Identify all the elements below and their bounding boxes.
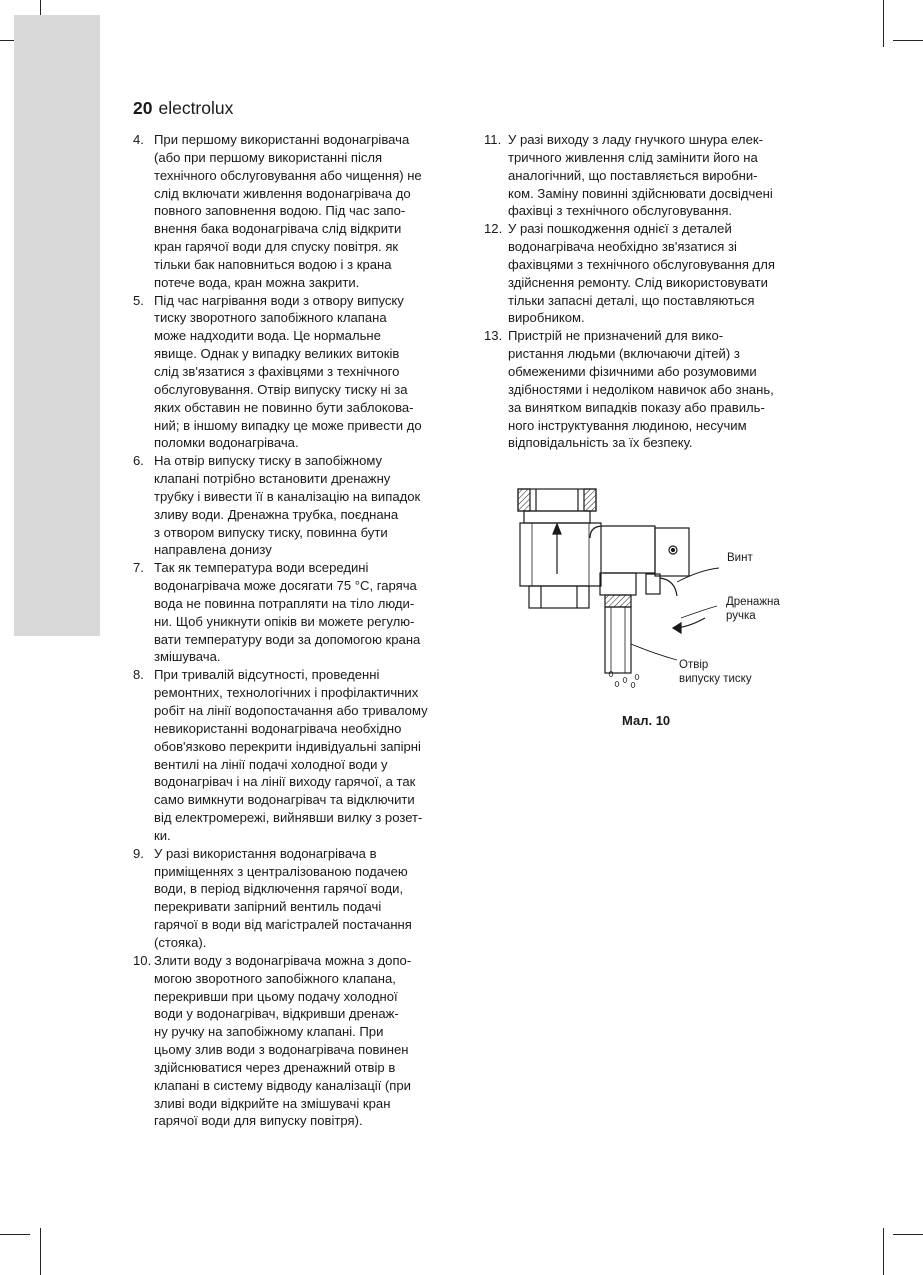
right-column (484, 131, 814, 452)
screw-center (672, 549, 675, 552)
text-line: клапані в систему відводу каналізації (при (154, 1077, 411, 1093)
text-line: могою зворотного запобіжного клапана, (154, 970, 396, 986)
rotation-arrow-head (673, 623, 681, 633)
text-line: гарячої в води від магістралей постачання (154, 917, 412, 933)
text-line: (стояка). (154, 934, 207, 950)
text-line: ний; в іншому випадку це може привести до (154, 417, 422, 433)
text-line: ремонтних, технологічних і профілактичних (154, 685, 419, 701)
text-line: робіт на лінії водопостачання або тривалому (154, 703, 428, 718)
text-line: фахівці з технічного обслуговування. (508, 203, 733, 219)
text-line: від електромережі, вийнявши вилку з розет- (154, 810, 423, 826)
water-drop (623, 678, 627, 683)
text-line: У разі пошкодження однієї з деталей (508, 221, 732, 237)
text-line: змішувача. (154, 649, 221, 665)
text-line: водонагрівача необхідно зв'язатися зі (508, 239, 737, 255)
text-line: потече вода, кран можна закрити. (154, 274, 360, 290)
text-line: здібностями і недоліком навичок або знань, (508, 381, 774, 397)
text-line: обмеженими фізичними або розумовими (508, 363, 757, 379)
text-line: ну ручку на запобіжному клапані. При (154, 1024, 384, 1040)
drain-tube (605, 607, 631, 673)
item-number: 11. (484, 132, 502, 147)
text-line: Так як температура води всередині (154, 560, 369, 576)
page-number: 20 (133, 98, 153, 118)
item-number: 6. (133, 453, 144, 469)
list-item (133, 452, 463, 559)
item-text (508, 327, 814, 452)
text-line: перекривши при цьому подачу холодної (154, 988, 398, 1004)
text-line: обслуговування. Отвір випуску тиску ні за (154, 381, 408, 397)
text-line: При першому використанні водонагрівача (154, 132, 410, 147)
page-header (133, 98, 233, 119)
list-item (484, 131, 814, 220)
text-line: Пристрій не призначений для вико- (508, 328, 724, 344)
text-line: тільки запасні деталі, що поставляються (508, 292, 755, 308)
text-line: клапані потрібно встановити дренажну (154, 471, 391, 487)
text-line: відповідальність за їх безпеку. (508, 435, 693, 451)
text-line: води, в період відключення гарячої води, (154, 881, 404, 897)
text-line: фахівцями з технічного обслуговування для (508, 256, 775, 272)
text-line: трубку і вивести її в каналізацію на випадок (154, 488, 421, 504)
item-number: 5. (133, 292, 144, 308)
text-line: поломки водонагрівача. (154, 435, 299, 451)
text-line: ки. (154, 827, 171, 843)
crop-mark (883, 0, 884, 47)
flow-arrow-head (553, 524, 561, 534)
side-housing (590, 526, 655, 573)
text-line: яких обставин не повинно бути заблокова- (154, 399, 414, 415)
bottom-thread (529, 586, 589, 608)
list-item (133, 666, 463, 844)
list-item (484, 327, 814, 452)
list-item (133, 952, 463, 1130)
crop-mark (40, 1228, 41, 1275)
label-line: випуску тиску (679, 673, 752, 685)
thread-hatch (518, 489, 530, 511)
text-line: тричного живлення слід замінити його на (508, 149, 758, 165)
text-line: ни. Щоб уникнути опіків ви можете регулю- (154, 613, 415, 629)
text-line: аналогічний, що поставляється виробни- (508, 167, 758, 183)
text-line: Злити воду з водонагрівача можна з допо- (154, 952, 412, 968)
item-text (154, 452, 463, 559)
water-drop (615, 682, 619, 687)
text-line: кран гарячої води для спуску повітря. як (154, 239, 399, 255)
item-number: 7. (133, 560, 144, 576)
drain-handle-arm (660, 578, 677, 596)
drain-handle-lever (646, 574, 660, 594)
item-number: 10. (133, 952, 152, 968)
item-text (154, 559, 463, 666)
drain-nut (605, 595, 631, 607)
item-text (154, 666, 463, 844)
text-line: перекривати запірний вентиль подачі (154, 899, 382, 915)
item-number: 13. (484, 328, 503, 344)
crop-mark (893, 1234, 923, 1235)
side-tab (14, 15, 100, 636)
water-drop (631, 683, 635, 688)
text-line: слід зв'язатися з фахівцями з технічного (154, 363, 400, 379)
text-line: обов'язково перекрити індивідуальні запірні (154, 738, 421, 754)
text-line: зливу води. Дренажна трубка, поєднана (154, 506, 399, 522)
item-number: 4. (133, 132, 144, 147)
crop-mark (893, 40, 923, 41)
text-line: У разі виходу з ладу гнучкого шнура елек- (508, 132, 763, 147)
crop-mark (883, 1228, 884, 1275)
label-line: Отвір (679, 659, 709, 671)
text-line: здійснення ремонту. Слід використовувати (508, 274, 768, 290)
drain-connector (600, 573, 636, 595)
item-number: 12. (484, 221, 503, 237)
text-line: може надходити вода. Це нормальне (154, 328, 381, 344)
leader-line-handle (681, 606, 717, 618)
leader-line-outlet (631, 644, 677, 660)
item-text (154, 845, 463, 952)
item-text (154, 292, 463, 453)
list-item (133, 845, 463, 952)
brand-name: electrolux (158, 98, 234, 118)
list-item (484, 220, 814, 327)
label-drain-handle (726, 595, 780, 623)
text-line: водонагрівач і на лінії виходу гарячої, а так (154, 774, 416, 790)
list-item (133, 292, 463, 453)
text-line: з отвором випуску тиску, повинна бути (154, 524, 388, 540)
thread-hatch (584, 489, 596, 511)
text-line: ком. Заміну повинні здійснювати досвідчені (508, 185, 773, 201)
text-line: цьому злив води з водонагрівача повинен (154, 1042, 409, 1058)
item-text (154, 952, 463, 1130)
text-line: приміщеннях з централізованою подачею (154, 863, 408, 879)
text-line: (або при першому використанні після (154, 149, 383, 165)
water-drop (635, 675, 639, 680)
text-line: вода не повинна потрапляти на тіло люди- (154, 595, 415, 611)
body-collar (524, 511, 590, 523)
leader-line-screw (677, 568, 719, 582)
text-line: тиску зворотного запобіжного клапана (154, 310, 387, 326)
valve-figure (505, 478, 795, 713)
label-line: Дренажна (726, 596, 780, 608)
text-line: тільки бак наповниться водою і з крана (154, 256, 392, 272)
text-line: явище. Однак у випадку великих витоків (154, 346, 400, 362)
text-line: невикористанні водонагрівача необхідно (154, 720, 402, 736)
label-line: ручка (726, 610, 756, 622)
text-line: зливі води відкрийте на змішувачі кран (154, 1095, 391, 1111)
figure-caption: Мал. 10 (622, 713, 671, 728)
text-line: води у водонагрівач, відкривши дренаж- (154, 1006, 399, 1022)
text-line: внення бака водонагрівача слід відкрити (154, 221, 402, 237)
text-line: ристання людьми (включаючи дітей) з (508, 346, 740, 362)
list-item (133, 131, 463, 292)
left-column (133, 131, 463, 1130)
text-line: само вимкнути водонагрівач та відключити (154, 792, 415, 808)
text-line: повного заповнення водою. Під час запо- (154, 203, 406, 219)
item-number: 8. (133, 667, 144, 683)
item-text (508, 131, 814, 220)
text-line: за винятком випадків показу або правиль- (508, 399, 765, 415)
text-line: ного інструктування людиною, несучим (508, 417, 747, 433)
text-line: слід включати живлення водонагрівача до (154, 185, 411, 201)
list-item (133, 559, 463, 666)
valve-cap (655, 528, 689, 576)
text-line: технічного обслуговування або чищення) не (154, 167, 422, 183)
text-line: вати температуру води за допомогою крана (154, 631, 421, 647)
text-line: вентилі на лінії подачі холодної води у (154, 756, 388, 772)
text-line: здійснюватися через дренажний отвір в (154, 1059, 396, 1075)
text-line: У разі використання водонагрівача в (154, 845, 377, 861)
crop-mark (0, 1234, 30, 1235)
item-text (508, 220, 814, 327)
text-line: Під час нагрівання води з отвору випуску (154, 292, 404, 308)
label-screw: Винт (727, 552, 753, 564)
text-line: виробником. (508, 310, 585, 326)
text-line: гарячої води для випуску повітря). (154, 1113, 363, 1129)
text-line: На отвір випуску тиску в запобіжному (154, 453, 383, 469)
item-text (154, 131, 463, 292)
label-pressure-outlet (679, 658, 752, 686)
text-line: При тривалій відсутності, проведенні (154, 667, 380, 683)
text-line: водонагрівача може досягати 75 °C, гаряча (154, 578, 417, 594)
text-line: направлена донизу (154, 542, 272, 558)
item-number: 9. (133, 845, 144, 861)
